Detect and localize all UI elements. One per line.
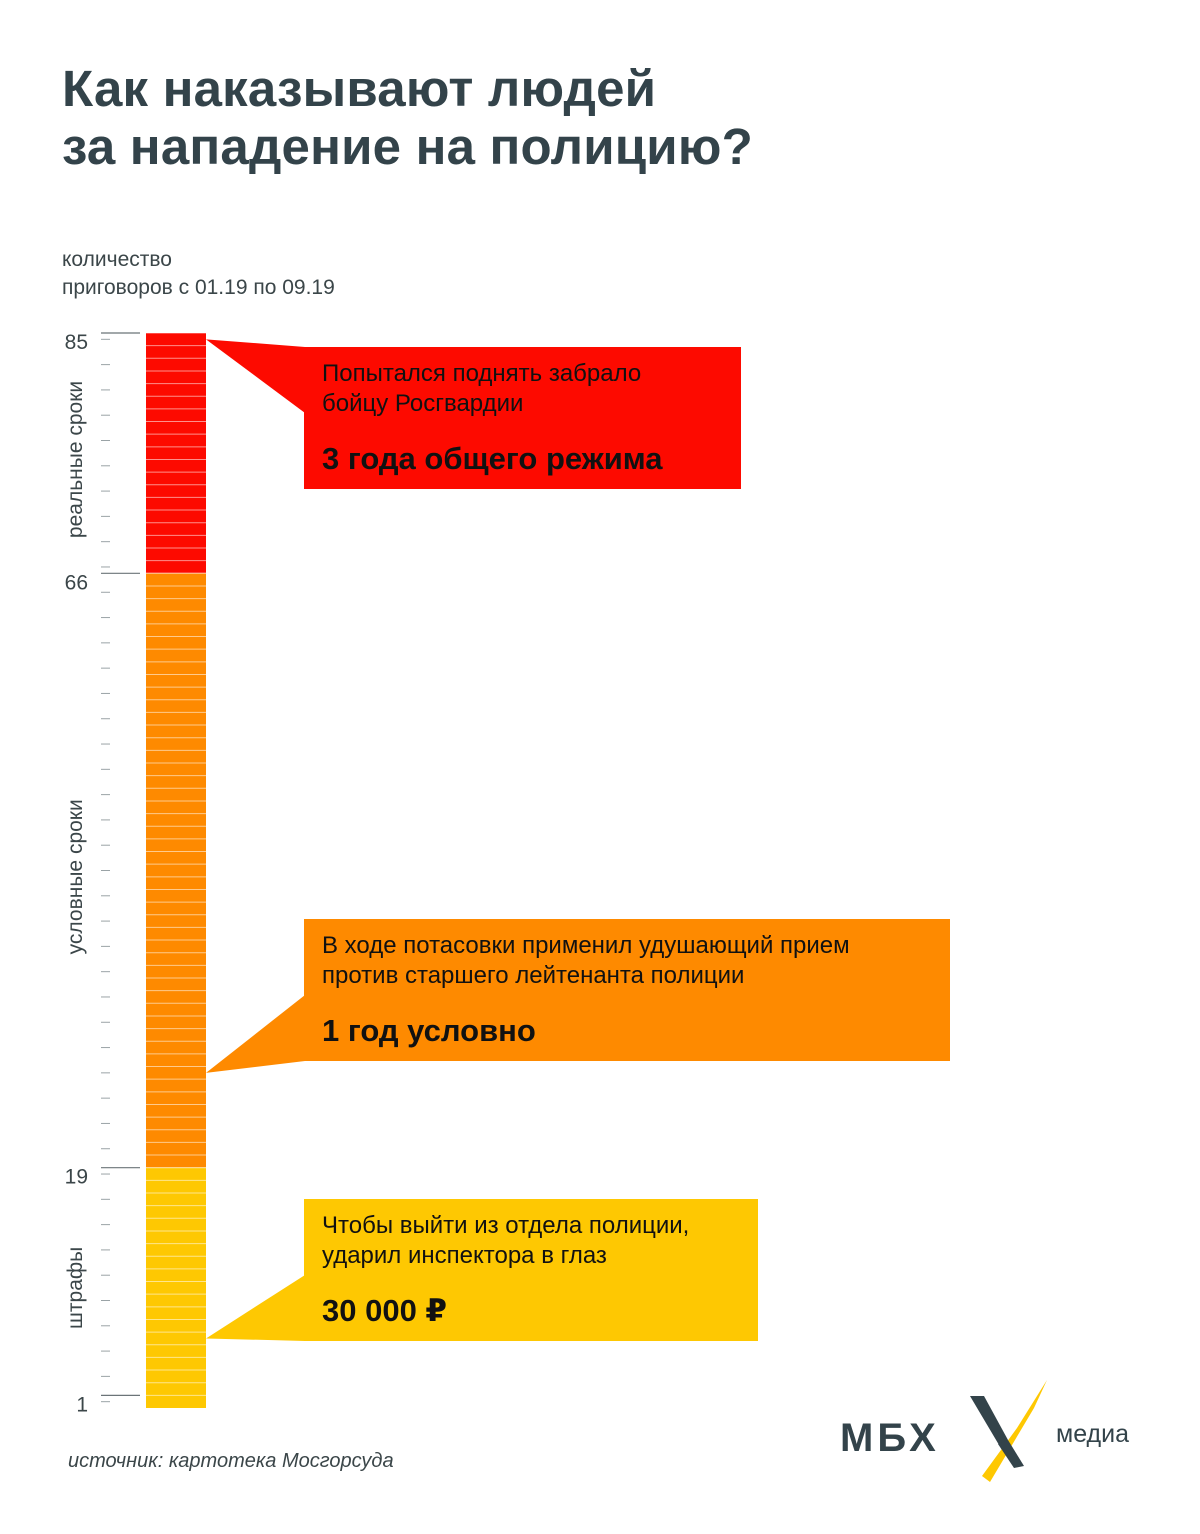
callout-conditional-term-desc-line-1: В ходе потасовки применил удушающий прием bbox=[322, 932, 850, 959]
callout-fine-desc bbox=[322, 1211, 740, 1271]
callout-real-term-amount: 3 года общего режима bbox=[322, 441, 663, 476]
callout-real-term-desc-line-2: бойцу Росгвардии bbox=[322, 390, 524, 417]
logo-mbx-text: МБХ bbox=[840, 1416, 940, 1460]
source-note: источник: картотека Мосгорсуда bbox=[68, 1450, 394, 1472]
segment-label-1: условные сроки bbox=[64, 799, 87, 955]
callout-conditional-term-amount: 1 год условно bbox=[322, 1013, 536, 1048]
axis-label-line-1: количество bbox=[62, 248, 172, 271]
callout-pointer-0 bbox=[206, 339, 305, 413]
axis-ticks bbox=[101, 333, 140, 1402]
title-line-2: за нападение на полицию? bbox=[62, 118, 753, 175]
logo bbox=[840, 1378, 1160, 1488]
callout-fine-desc-line-2: ударил инспектора в глаз bbox=[322, 1242, 607, 1269]
title-line-1: Как наказывают людей bbox=[62, 60, 657, 117]
callout-fine-desc-line-1: Чтобы выйти из отдела полиции, bbox=[322, 1212, 690, 1239]
tick-label-66: 66 bbox=[64, 571, 88, 595]
bar-segments bbox=[146, 333, 206, 1408]
axis-label-line-2: приговоров с 01.19 по 09.19 bbox=[62, 276, 335, 299]
callout-pointer-1 bbox=[206, 995, 305, 1073]
callout-conditional-term-desc bbox=[322, 931, 932, 991]
segment-label-0: реальные сроки bbox=[64, 380, 87, 539]
tick-label-85: 85 bbox=[64, 331, 88, 354]
callout-conditional-term bbox=[304, 919, 950, 1061]
callout-conditional-term-desc-line-2: против старшего лейтенанта полиции bbox=[322, 962, 745, 989]
callout-fine bbox=[304, 1199, 758, 1341]
callout-real-term-desc bbox=[322, 359, 723, 419]
tick-label-1: 1 bbox=[76, 1393, 88, 1417]
logo-x-icon bbox=[962, 1378, 1052, 1488]
segment-label-2: штрафы bbox=[64, 1246, 87, 1329]
callout-fine-amount: 30 000 ₽ bbox=[322, 1293, 447, 1328]
bar-segment-2 bbox=[146, 1168, 206, 1408]
callout-real-term bbox=[304, 347, 741, 489]
callout-pointer-2 bbox=[206, 1275, 305, 1341]
callout-pointers bbox=[206, 339, 305, 1341]
logo-media-text: медиа bbox=[1056, 1420, 1129, 1448]
tick-label-19: 19 bbox=[64, 1165, 88, 1189]
axis-tick-labels bbox=[64, 331, 88, 1416]
callout-real-term-desc-line-1: Попытался поднять забрало bbox=[322, 360, 642, 387]
